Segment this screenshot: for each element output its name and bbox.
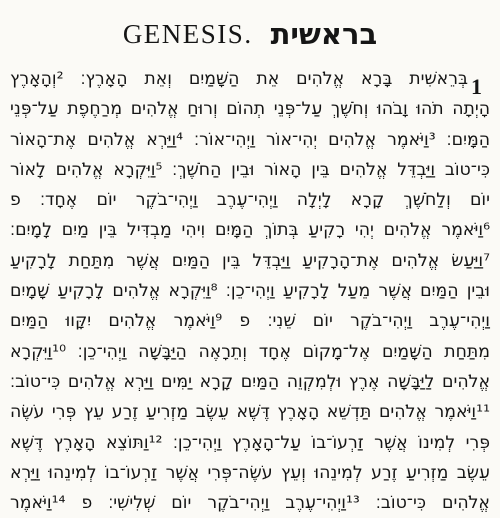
text-line: אֱלֹהִים לַיַּבָּשָׁה אֶרֶץ וּלְמִקְוֵה הַמַּיִם קָרָא יַמִּים וַיַּרְא אֱלֹהִים כִּי־טוֹב׃ — [10, 371, 490, 392]
text-line: כִּי־טוֹב וַיַּבְדֵּל אֱלֹהִים בֵּין הָאוֹר וּבֵין הַחֹשֶׁךְ׃ ⁵וַיִּקְרָא אֱלֹהִים לָאוֹר — [10, 159, 490, 180]
scripture-text — [10, 64, 491, 514]
text-line: ⁷וַיַּעַשׂ אֱלֹהִים אֶת־הָרָקִיעַ וַיַּבְדֵּל בֵּין הַמַּיִם אֲשֶׁר מִתַּחַת לָרָקִיעַ — [10, 250, 490, 271]
book-title-hebrew: בראשית — [270, 17, 378, 51]
text-line: פְּרִי לְמִינוֹ אֲשֶׁר זַרְעוֹ־בוֹ עַל־הָאָרֶץ וַיְהִי־כֵן׃ ¹²וַתּוֹצֵא הָאָרֶץ דֶּשֶׁא — [10, 432, 490, 453]
text-line: וַיְהִי־עֶרֶב וַיְהִי־בֹקֶר יוֹם שֵׁנִי׃ פ ⁹וַיֹּאמֶר אֱלֹהִים יִקָּווּ הַמַּיִם — [10, 311, 490, 332]
text-line: מִתַּחַת הַשָּׁמַיִם אֶל־מָקוֹם אֶחָד וְתֵרָאֶה הַיַּבָּשָׁה וַיְהִי־כֵן׃ ¹⁰וַיִּקְרָא — [10, 341, 490, 362]
page-header — [0, 14, 500, 54]
text-line: הַמָּיִם׃ ³וַיֹּאמֶר אֱלֹהִים יְהִי־אוֹר וַיְהִי־אוֹר׃ ⁴וַיַּרְא אֱלֹהִים אֶת־הָאוֹר — [10, 129, 491, 150]
book-title-latin: GENESIS. — [122, 18, 253, 49]
text-line: אֱלֹהִים כִּי־טוֹב׃ ¹³וַיְהִי־עֶרֶב וַיְהִי־בֹקֶר יוֹם שְׁלִישִׁי׃ פ ¹⁴וַיֹּאמֶר — [10, 493, 490, 514]
text-line: ⁶וַיֹּאמֶר אֱלֹהִים יְהִי רָקִיעַ בְּתוֹךְ הַמָּיִם וִיהִי מַבְדִּיל בֵּין מַיִם לָמָיִם׃ — [10, 220, 490, 241]
chapter-number: 1 — [471, 74, 482, 99]
text-line: בְּרֵאשִׁית בָּרָא אֱלֹהִים אֵת הַשָּׁמַיִם וְאֵת הָאָרֶץ׃ ²וְהָאָרֶץ — [10, 69, 468, 89]
text-line: יוֹם וְלַחֹשֶׁךְ קָרָא לָיְלָה וַיְהִי־עֶרֶב וַיְהִי־בֹקֶר יוֹם אֶחָד׃ פ — [10, 190, 490, 211]
text-line: הָיְתָה תֹהוּ וָבֹהוּ וְחֹשֶׁךְ עַל־פְּנֵי תְהוֹם וְרוּחַ אֱלֹהִים מְרַחֶפֶת עַל־פְּנֵי — [10, 99, 490, 120]
text-line: עֵשֶׂב מַזְרִיעַ זֶרַע לְמִינֵהוּ וְעֵץ עֹשֶׂה־פְּרִי אֲשֶׁר זַרְעוֹ־בוֹ לְמִינֵהוּ וַיַּרְא — [10, 462, 490, 483]
text-line: ¹¹וַיֹּאמֶר אֱלֹהִים תַּדְשֵׁא הָאָרֶץ דֶּשֶׁא עֵשֶׂב מַזְרִיעַ זֶרַע עֵץ פְּרִי עֹשֶׂה — [10, 402, 490, 423]
text-line: וּבֵין הַמַּיִם אֲשֶׁר מֵעַל לָרָקִיעַ וַיְהִי־כֵן׃ ⁸וַיִּקְרָא אֱלֹהִים לָרָקִיעַ שָׁמָיִם — [10, 281, 490, 302]
